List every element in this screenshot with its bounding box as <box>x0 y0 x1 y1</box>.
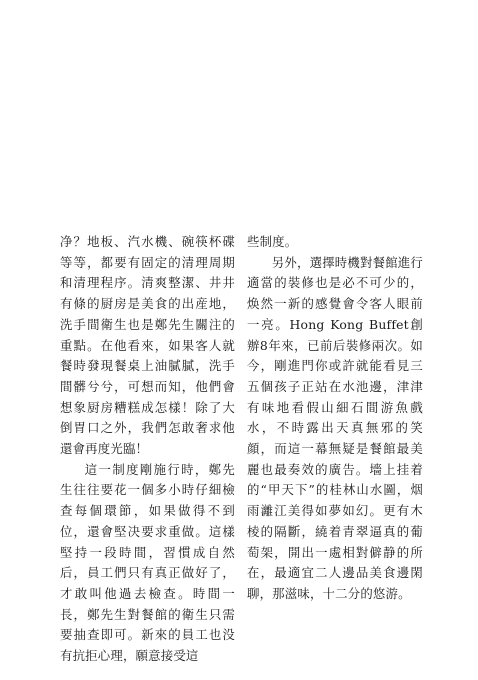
paragraph-inspection-system: 這一制度剛施行時，鄭先生往往要花一個多小時仔細檢查每個環節，如果做得不到位，還會堅决要求重做。這樣堅持一段時間，習慣成自然后，員工們只有真正做好了，才敢叫他過去檢查。時間一長，鄭先生對餐館的衛生只需要抽查即可。新來的員工也没有抗拒心理，願意接受這 <box>60 461 235 664</box>
article-column-right <box>247 232 423 605</box>
paragraph-hygiene-continued: 净？地板、汽水機、碗筷杯碟等等，都要有固定的清理周期和清理程序。清爽整潔、井井有條的厨房是美食的出産地，洗手間衛生也是鄭先生關注的重點。在他看來，如果客人就餐時發現餐桌上油膩膩，洗手間髒兮兮，可想而知，他們會想象厨房糟糕成怎樣！除了大倒胃口之外，我們怎敢奢求他還會再度光臨！ <box>60 234 235 457</box>
paragraph-system-end: 些制度。 <box>247 234 298 249</box>
paragraph-renovation: 另外，選擇時機對餐館進行適當的裝修也是必不可少的，焕然一新的感覺會令客人眼前一亮。Hong Kong Buffet創辦8年來，已前后裝修兩次。如今，剛進門你或許就能看見三五個孩子正站在水池邊，津津有味地看假山細石間游魚戲水，不時露出天真無邪的笑顔，而這一幕無疑是餐館最美麗也最奏效的廣告。墻上挂着的“甲天下”的桂林山水圖，烟雨灕江美得如夢如幻。更有木棱的隔斷，繞着青翠逼真的葡萄架，開出一處相對僻静的所在，最適宜二人邊品美食邊閑聊，那滋味，十二分的悠游。 <box>247 254 423 601</box>
article-column-left <box>60 232 235 667</box>
